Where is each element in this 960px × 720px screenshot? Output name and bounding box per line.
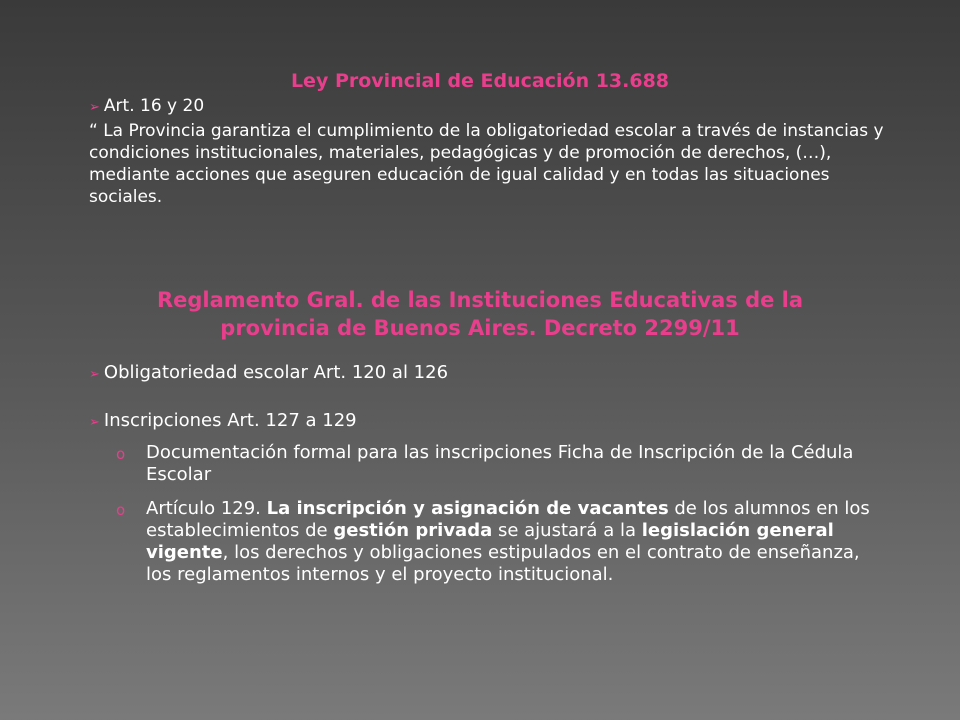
art129-bold-1: La inscripción y asignación de vacantes [266, 498, 669, 519]
bullet-obligatoriedad [89, 362, 448, 383]
subbullet-documentacion-text: Documentación formal para las inscripciones Ficha de Inscripción de la Cédula Escolar [146, 442, 854, 485]
ley-article-text: Art. 16 y 20 [103, 96, 205, 116]
arrow-bullet-icon: ➢ [89, 415, 100, 430]
bullet-obligatoriedad-text: Obligatoriedad escolar Art. 120 al 126 [103, 362, 449, 383]
art129-text-3: se ajustará a la [492, 520, 642, 541]
subbullet-articulo-129 [116, 498, 876, 586]
circle-bullet-icon: o [116, 445, 126, 463]
ley-article-item [89, 96, 204, 116]
subbullet-documentacion [116, 442, 876, 486]
art129-text-1: Artículo 129. [146, 498, 267, 519]
reglamento-title-line2: provincia de Buenos Aires. Decreto 2299/11 [220, 316, 740, 340]
art129-bold-2: gestión privada [333, 520, 493, 541]
art129-text-4: , los derechos y obligaciones estipulados en el contrato de enseñanza, los reglamentos internos y el proyecto institucional. [146, 542, 860, 585]
ley-title: Ley Provincial de Educación 13.688 [290, 70, 670, 92]
bullet-inscripciones-text: Inscripciones Art. 127 a 129 [103, 410, 357, 431]
arrow-bullet-icon: ➢ [89, 100, 100, 115]
circle-bullet-icon: o [116, 501, 126, 519]
arrow-bullet-icon: ➢ [89, 367, 100, 382]
ley-quote: “ La Provincia garantiza el cumplimiento de la obligatoriedad escolar a través de instancias y condiciones institucionales, materiales, pedagógicas y de promoción de derechos, (…), mediante acciones que aseguren educación de igual calidad y en todas las situaciones sociales. [89, 121, 884, 207]
reglamento-title [60, 286, 900, 342]
art129-bold-3: legislación general vigente [146, 520, 834, 563]
reglamento-title-line1: Reglamento Gral. de las Instituciones Educativas de la [156, 288, 804, 312]
art129-text-2: de los alumnos en los establecimientos de [146, 498, 870, 541]
bullet-inscripciones [89, 410, 357, 431]
